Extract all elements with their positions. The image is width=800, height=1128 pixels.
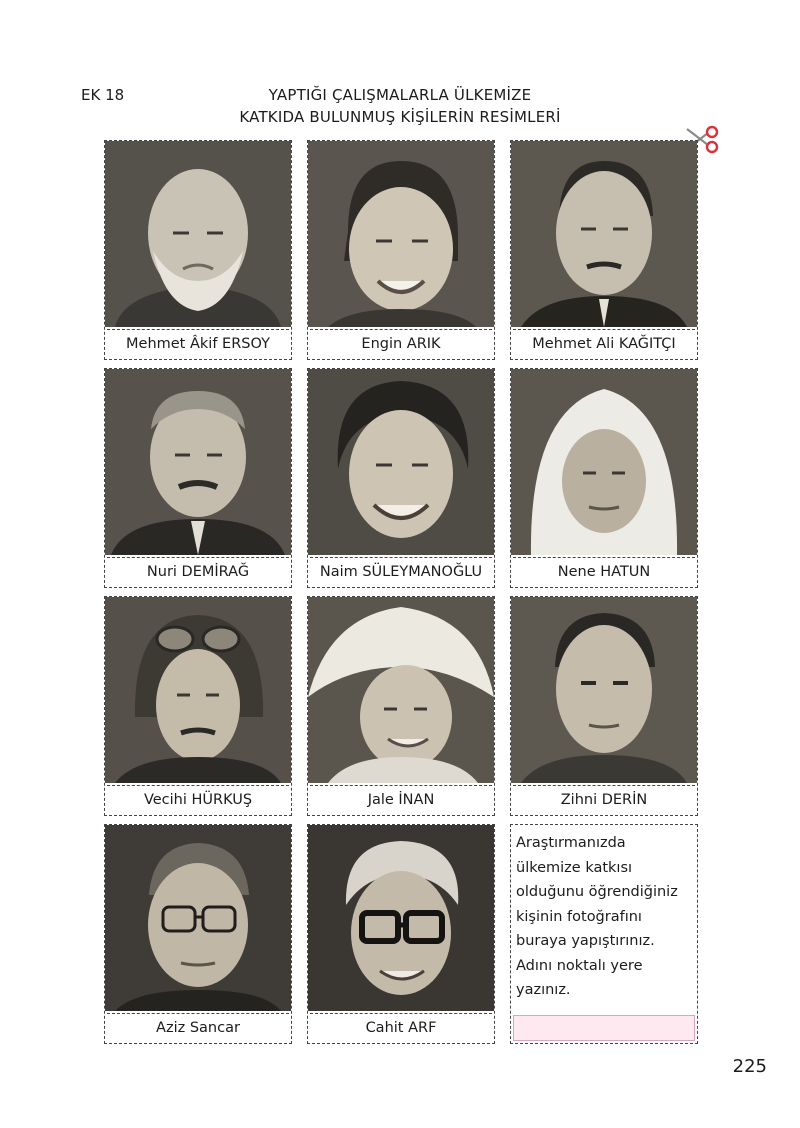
instruction-line: ülkemize katkısı	[516, 859, 633, 876]
portrait-card	[307, 140, 495, 360]
portrait-photo	[105, 597, 291, 783]
portrait-icon	[308, 141, 494, 327]
portrait-icon	[511, 369, 697, 555]
person-name: Aziz Sancar	[107, 1013, 289, 1042]
portrait-card	[104, 824, 292, 1044]
page-number: 225	[732, 1056, 767, 1077]
page-title-line-1: YAPTIĞI ÇALIŞMALARLA ÜLKEMİZE	[268, 86, 532, 104]
portrait-photo	[105, 825, 291, 1011]
portrait-photo	[308, 825, 494, 1011]
instruction-line: kişinin fotoğrafını	[516, 908, 642, 925]
portrait-icon	[105, 369, 291, 555]
page-title-line-2: KATKIDA BULUNMUŞ KİŞİLERİN RESİMLERİ	[239, 108, 561, 126]
instruction-line: olduğunu öğrendiğiniz	[516, 884, 678, 900]
portrait-photo	[105, 369, 291, 555]
portrait-card	[104, 596, 292, 816]
portrait-icon	[308, 369, 494, 555]
portrait-icon	[105, 141, 291, 327]
portrait-icon	[511, 141, 697, 327]
portrait-photo	[511, 597, 697, 783]
instruction-text	[516, 831, 696, 1003]
person-name: Naim SÜLEYMANOĞLU	[310, 557, 492, 586]
portrait-icon	[105, 597, 291, 783]
instruction-line: buraya yapıştırınız.	[516, 933, 655, 949]
portrait-card	[307, 824, 495, 1044]
portrait-icon	[105, 825, 291, 1011]
instruction-card	[510, 824, 698, 1044]
portrait-photo	[308, 369, 494, 555]
name-blank-field[interactable]	[513, 1015, 695, 1041]
appendix-label: EK 18	[81, 86, 125, 104]
person-name: Engin ARIK	[310, 329, 492, 358]
person-name: Nene HATUN	[513, 557, 695, 586]
person-name: Zihni DERİN	[513, 785, 695, 814]
portrait-photo	[105, 141, 291, 327]
portrait-card	[307, 368, 495, 588]
person-name: Mehmet Âkif ERSOY	[107, 329, 289, 358]
portrait-photo	[308, 141, 494, 327]
portrait-card	[510, 368, 698, 588]
portrait-icon	[511, 597, 697, 783]
portrait-card	[104, 140, 292, 360]
instruction-line: Adını noktalı yere	[516, 957, 643, 974]
portrait-card	[104, 368, 292, 588]
instruction-line: Araştırmanızda	[516, 835, 626, 851]
portrait-photo	[308, 597, 494, 783]
portrait-card	[510, 596, 698, 816]
person-name: Jale İNAN	[310, 785, 492, 814]
person-name: Nuri DEMİRAĞ	[107, 557, 289, 586]
portrait-card	[510, 140, 698, 360]
person-name: Cahit ARF	[310, 1013, 492, 1042]
portrait-card	[307, 596, 495, 816]
person-name: Vecihi HÜRKUŞ	[107, 785, 289, 814]
portrait-icon	[308, 825, 494, 1011]
portrait-photo	[511, 141, 697, 327]
person-name: Mehmet Ali KAĞITÇI	[513, 329, 695, 358]
portrait-photo	[511, 369, 697, 555]
instruction-line: yazınız.	[516, 982, 571, 998]
portrait-icon	[308, 597, 494, 783]
